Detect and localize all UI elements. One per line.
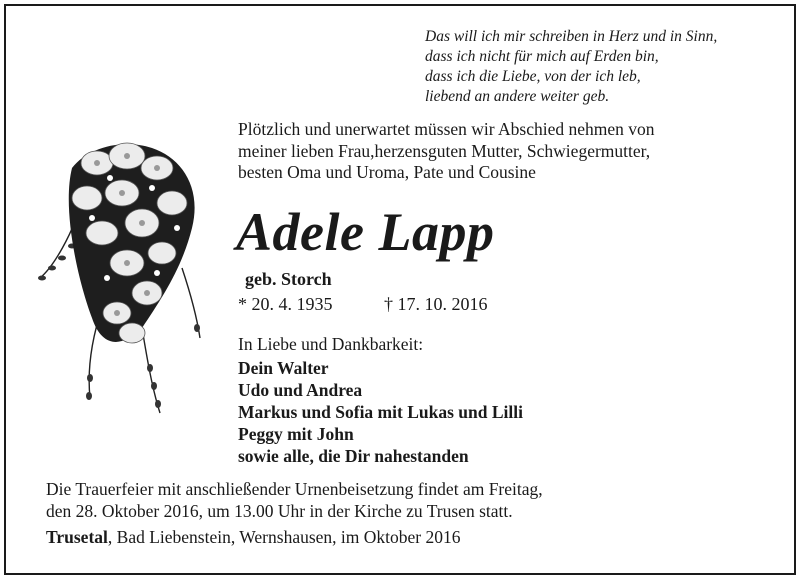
orchid-bouquet-icon — [32, 128, 222, 418]
mourner: Markus und Sofia mit Lukas und Lilli — [238, 402, 523, 422]
mourners-list — [238, 357, 523, 467]
deceased-name: Adele Lapp — [236, 202, 495, 262]
mourner: Udo und Andrea — [238, 380, 363, 400]
place-town: Trusetal — [46, 527, 108, 547]
service-line: Die Trauerfeier mit anschließender Urnenbeisetzung findet am Freitag, — [46, 479, 543, 499]
intro-line: meiner lieben Frau,herzensguten Mutter, Schwiegermutter, — [238, 140, 651, 161]
birth-name: geb. Storch — [245, 269, 332, 289]
mourner: Dein Walter — [238, 358, 329, 378]
death-date: † 17. 10. 2016 — [384, 294, 488, 314]
love-line: In Liebe und Dankbarkeit: — [238, 334, 424, 354]
service-line: den 28. Oktober 2016, um 13.00 Uhr in der Kirche zu Trusen statt. — [46, 501, 513, 521]
place-rest: , Bad Liebenstein, Wernshausen, im Oktober 2016 — [107, 527, 461, 547]
mourner: Peggy mit John — [238, 424, 354, 444]
place-date — [46, 527, 460, 548]
poem-line: Das will ich mir schreiben in Herz und in Sinn, — [425, 28, 718, 45]
intro-line: besten Oma und Uroma, Pate und Cousine — [238, 162, 536, 182]
intro-line: Plötzlich und unerwartet müssen wir Abschied nehmen von — [238, 119, 655, 139]
poem — [425, 27, 717, 107]
poem-line: liebend an andere weiter geb. — [425, 88, 610, 105]
service-info — [46, 478, 543, 522]
poem-line: dass ich nicht für mich auf Erden bin, — [425, 48, 659, 65]
poem-line: dass ich die Liebe, von der ich leb, — [425, 68, 641, 85]
intro-text — [238, 119, 655, 184]
life-dates — [238, 294, 488, 315]
birth-date: * 20. 4. 1935 — [238, 294, 333, 314]
mourner: sowie alle, die Dir nahestanden — [238, 446, 469, 466]
